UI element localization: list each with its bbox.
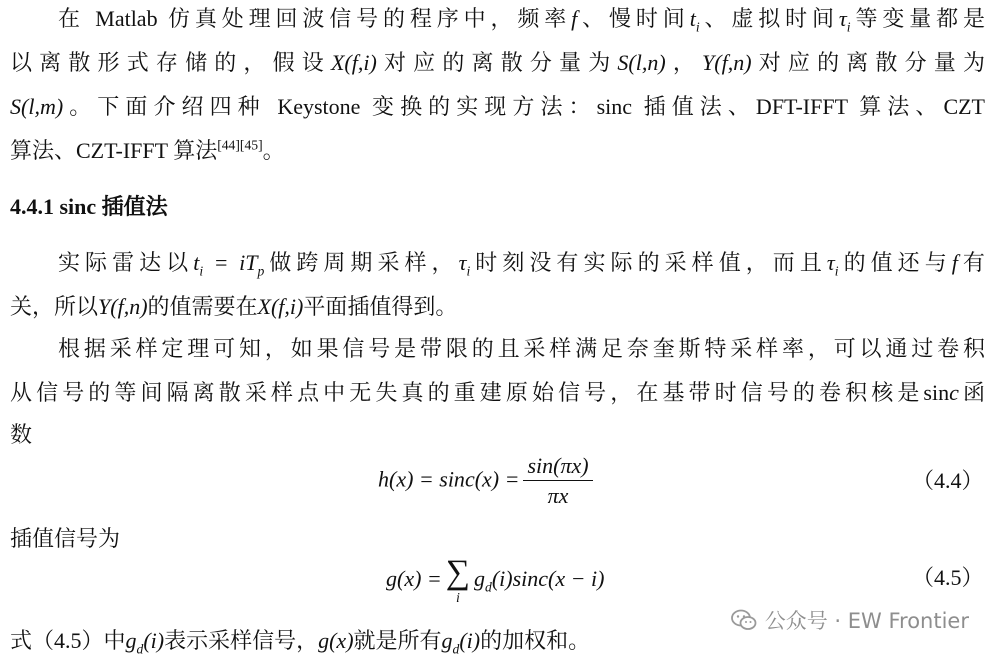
interp-signal-label	[10, 524, 985, 554]
text: 函	[958, 380, 985, 405]
text: 关，所以	[10, 294, 99, 319]
equation-4-4	[378, 452, 593, 511]
text: 在 Matlab 仿真处理回波信号的程序中，频率	[58, 6, 572, 31]
watermark-text: 公众号 · EW Frontier	[764, 609, 969, 633]
paragraph-2-line-2	[10, 292, 985, 322]
expr-g-x: g(x)	[318, 628, 354, 653]
expr-y-f-n: Y(f,n)	[702, 50, 752, 75]
paragraph-1-line-2	[10, 48, 985, 78]
paragraph-3-line-2	[10, 378, 985, 408]
paragraph-3-line-3	[10, 420, 985, 450]
eq-term: $g_d(i)\sin c(x - i)$	[474, 566, 605, 595]
paragraph-1-line-4	[10, 136, 985, 166]
citation-ref: [44][45]	[217, 137, 263, 153]
text: 、虚拟时间	[699, 6, 839, 31]
text: 做跨周期采样，	[264, 250, 459, 275]
text: 。下面介绍四种 Keystone 变换的实现方法：sinc 插值法、DFT-IFFT 算法、CZT	[63, 94, 985, 119]
text: 实际雷达以	[58, 250, 194, 275]
text: 以离散形式存储的，假设	[10, 50, 331, 75]
var-t-i: $t_i$	[689, 6, 700, 35]
fraction-numerator: sin(πx)	[523, 452, 592, 481]
section-number: 4.4.1	[10, 194, 54, 219]
eq-c: c	[464, 466, 475, 492]
sinc-c: c	[949, 380, 959, 405]
text: 插值信号为	[10, 526, 121, 551]
text: 对应的离散分量为	[376, 50, 618, 75]
text: 的值还与	[838, 250, 952, 275]
text: 式（4.5）中	[10, 628, 126, 653]
sum-index: i	[455, 591, 460, 606]
equation-number-4-5: （4.5）	[912, 565, 984, 590]
section-heading	[10, 192, 985, 222]
eq-lhs: h(x) = sin	[378, 466, 465, 492]
expr-x-f-i: X(f,i)	[257, 294, 304, 319]
text: 从信号的等间隔离散采样点中无失真的重建原始信号，在基带时信号的卷积核是	[10, 380, 924, 405]
text: 有	[957, 250, 985, 275]
paragraph-1-line-3	[10, 92, 985, 122]
watermark	[731, 606, 969, 634]
text: 时刻没有实际的采样值，而且	[470, 250, 827, 275]
expr-y-f-n: Y(f,n)	[98, 294, 148, 319]
text: 就是所有	[353, 628, 442, 653]
var-tau-i: $\tau_i$	[838, 6, 851, 35]
expr-x-f-i: X(f,i)	[330, 50, 377, 75]
expr-gd-i: $g_d(i)$	[441, 628, 481, 657]
equation-4-5	[386, 556, 604, 606]
fraction	[523, 452, 592, 511]
var-f: f	[571, 6, 578, 31]
text: 算法、CZT-IFFT 算法	[10, 138, 218, 163]
text: 、慢时间	[577, 6, 690, 31]
expr-s-l-m: S(l,m)	[10, 94, 64, 119]
fraction-denominator: πx	[547, 483, 569, 508]
paragraph-3-line-1	[10, 334, 985, 364]
summation	[446, 556, 470, 606]
sigma-symbol: ∑	[445, 554, 471, 591]
text: 表示采样信号，	[164, 628, 319, 653]
expr-ti-eq-iTp: $t_i = iT_p$	[193, 250, 265, 279]
section-title: sinc 插值法	[59, 194, 168, 219]
text: 对应的离散分量为	[751, 50, 985, 75]
text: 。	[262, 138, 285, 163]
expr-gd-i: $g_d(i)$	[125, 628, 165, 657]
text: 的值需要在	[147, 294, 258, 319]
text: 根据采样定理可知，如果信号是带限的且采样满足奈奎斯特采样率，可以通过卷积	[58, 336, 985, 361]
wechat-icon	[731, 608, 757, 632]
paragraph-2-line-1	[10, 248, 985, 278]
text: ，	[665, 50, 703, 75]
text: 数	[10, 422, 33, 447]
expr-s-l-n: S(l,n)	[617, 50, 666, 75]
text: 的加权和。	[480, 628, 591, 653]
eq-lhs: g(x) =	[386, 566, 442, 592]
paragraph-1-line-1	[10, 4, 985, 34]
equation-number-4-4: （4.4）	[912, 468, 984, 493]
var-tau-i: $\tau_i$	[826, 250, 839, 279]
text: 平面插值得到。	[303, 294, 458, 319]
sinc-sin: sin	[923, 380, 950, 405]
eq-arg: (x) =	[474, 466, 520, 492]
var-f: f	[951, 250, 958, 275]
text: 等变量都是	[850, 6, 985, 31]
var-tau-i: $\tau_i$	[458, 250, 471, 279]
